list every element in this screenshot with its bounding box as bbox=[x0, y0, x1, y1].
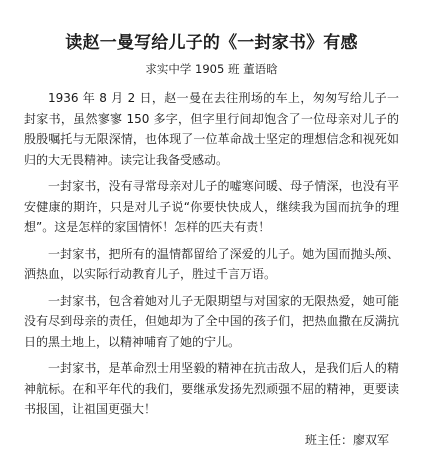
paragraph-3: 一封家书，把所有的温情都留给了深爱的儿子。她为国而抛头颅、洒热血，以实际行动教育儿子，胜过千言万语。 bbox=[24, 246, 399, 281]
paragraph-4: 一封家书，包含着她对儿子无限期望与对国家的无限热爱，她可能没有尽到母亲的责任，但她却为了全中国的孩子们，把热血撒在反满抗日的黑土地上，以精神哺育了她的宁儿。 bbox=[24, 293, 399, 349]
document-body bbox=[24, 88, 399, 420]
paragraph-2: 一封家书，没有寻常母亲对儿子的嘘寒问暖、母子情深，也没有平安健康的期许，只是对儿子说“你要快快成人，继续我为国而抗争的理想”。这是怎样的家国情怀！怎样的匹夫有责！ bbox=[24, 179, 399, 234]
paragraph-1: 1936 年 8 月 2 日，赵一曼在去往刑场的车上，匆匆写给儿子一封家书，虽然寥寥 150 多字，但字里行间却饱含了一位母亲对儿子的殷殷嘱托与无限深情，也体现了一位革命战士坚定的理想信念和视死如归的大无畏精神。读完让我备受感动。 bbox=[24, 91, 399, 167]
document-title: 读赵一曼写给儿子的《一封家书》有感 bbox=[65, 33, 358, 53]
author-byline: 求实中学 1905 班 董语晗 bbox=[145, 62, 278, 76]
paragraph-5: 一封家书，是革命烈士用坚毅的精神在抗击敌人，是我们后人的精神航标。在和平年代的我们，要继承发扬先烈顽强不屈的精神，更要读书报国，让祖国更强大！ bbox=[24, 361, 399, 416]
teacher-signature: 班主任：廖双军 bbox=[304, 432, 389, 447]
